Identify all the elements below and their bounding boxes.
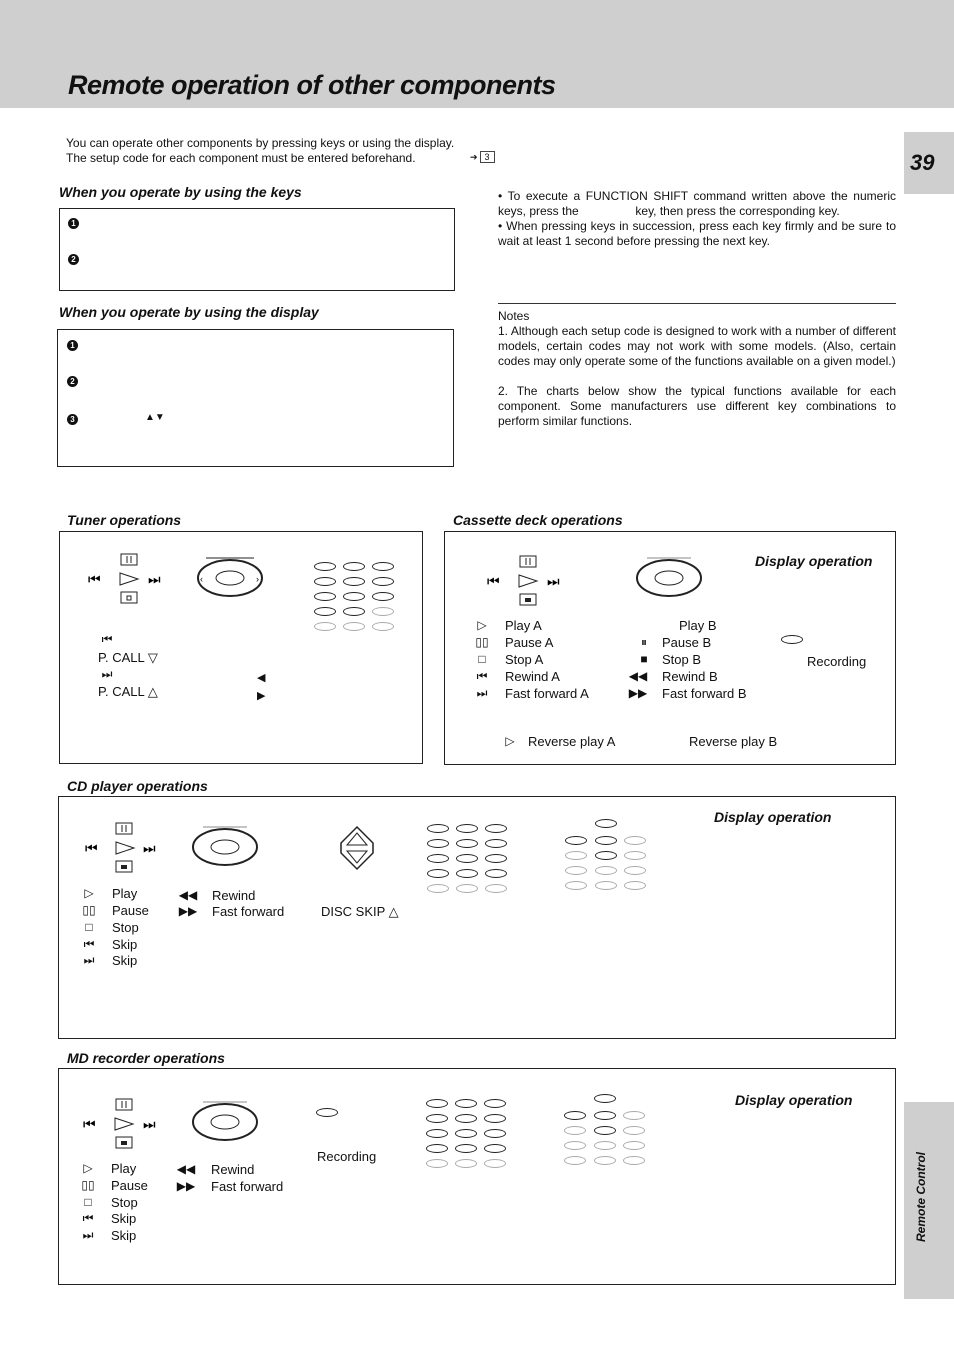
md-item: Play [111, 1161, 137, 1176]
cassette-b-item: Rewind B [662, 669, 718, 684]
cassette-recording: Recording [807, 654, 867, 669]
note-2: 2. The charts below show the typical functions available for each component. Some manufacturers use different key combinations to perform similar functions. [498, 384, 896, 428]
pause-icon: ▯▯ [81, 1178, 95, 1192]
side-tab-label: Remote Control [914, 1152, 928, 1242]
cd-disc-skip: DISC SKIP △ [321, 904, 399, 919]
tuner-box [59, 531, 423, 764]
intro-line-2: The setup code for each component must be entered beforehand. [66, 151, 416, 165]
svg-text:⏮: ⏮ [88, 572, 101, 588]
cd-fast-forward: Fast forward [212, 904, 285, 919]
step-number: 1 [67, 340, 78, 351]
left-arrow-icon: ◀ [257, 672, 266, 684]
play-icon: ▷ [84, 886, 94, 900]
md-item: Stop [111, 1195, 138, 1210]
cassette-box [444, 531, 896, 765]
page-title: Remote operation of other components [68, 70, 556, 100]
cassette-a-item: Pause A [505, 635, 554, 650]
cd-item: Pause [112, 903, 149, 918]
notes-heading: Notes [498, 309, 530, 323]
tuner-pcall-down: P. CALL ▽ [98, 650, 158, 665]
right-arrow-icon: ▶ [257, 690, 266, 702]
tip-bullet-1: • To execute a FUNCTION SHIFT command written above the numeric keys, press the key, then press the corresponding key. [498, 189, 896, 218]
side-tab [904, 1102, 954, 1299]
cassette-heading: Cassette deck operations [453, 512, 623, 528]
cd-item: Skip [112, 953, 138, 968]
fast-forward-icon: ▶▶ [176, 1179, 196, 1193]
skip-back-icon: ⏮ [101, 632, 113, 646]
cassette-reverse-b: Reverse play B [689, 734, 778, 749]
cassette-a-item: Play A [505, 618, 542, 633]
page-number: 39 [910, 150, 935, 175]
stop-icon: □ [478, 652, 486, 666]
tuner-heading: Tuner operations [67, 512, 182, 528]
step-number: 1 [68, 218, 79, 229]
svg-text:‹: ‹ [200, 574, 203, 584]
play-icon: ▷ [477, 618, 487, 632]
up-down-arrows-icon: ▲▼ [145, 412, 165, 423]
rewind-icon: ◀◀ [628, 669, 648, 683]
cd-box [58, 796, 896, 1039]
cassette-a-item: Stop A [505, 652, 544, 667]
skip-back-icon: ⏮ [476, 669, 488, 683]
md-fast-forward: Fast forward [211, 1179, 284, 1194]
svg-text:⏮: ⏮ [85, 841, 98, 857]
cassette-b-item: Stop B [662, 652, 702, 667]
cassette-a-item: Fast forward A [505, 686, 589, 701]
md-recording: Recording [317, 1149, 377, 1164]
display-heading: When you operate by using the display [59, 304, 319, 320]
stop-icon: □ [85, 920, 93, 934]
tip-1-part2: key, then press the corresponding key. [635, 204, 840, 218]
svg-text:⏭: ⏭ [143, 1117, 156, 1133]
cd-rewind: Rewind [212, 888, 256, 903]
stop-icon: □ [84, 1195, 92, 1209]
play-icon: ▷ [83, 1161, 93, 1175]
rewind-icon: ◀◀ [176, 1162, 196, 1176]
keys-heading: When you operate by using the keys [59, 184, 302, 200]
svg-text:⏭: ⏭ [547, 574, 560, 590]
cassette-reverse-a: Reverse play A [528, 734, 616, 749]
skip-forward-icon: ⏭ [82, 1228, 94, 1242]
md-item: Skip [111, 1211, 137, 1226]
svg-text:⏭: ⏭ [143, 841, 156, 857]
skip-forward-icon: ⏭ [83, 953, 95, 967]
svg-text:⏮: ⏮ [487, 574, 500, 590]
play-icon: ▷ [505, 734, 515, 748]
disc-skip-key-icon [339, 825, 375, 871]
transport-keys-icon [485, 554, 575, 609]
step-number: 2 [67, 376, 78, 387]
step-number: 3 [67, 414, 78, 425]
pause-icon: ▯▯ [475, 635, 489, 649]
jog-dial-icon [196, 556, 266, 598]
stop-filled-icon: ■ [640, 652, 648, 666]
cd-item: Play [112, 886, 138, 901]
md-box [58, 1068, 896, 1285]
svg-text:⏮: ⏮ [83, 1117, 96, 1133]
transport-keys-icon [86, 552, 176, 607]
reference-icon: ➔ 3 [470, 152, 495, 163]
cd-display-heading: Display operation [714, 809, 832, 825]
tip-1-part1: To execute a FUNCTION SHIFT command written above the numeric keys, press the [498, 189, 896, 218]
md-heading: MD recorder operations [67, 1050, 225, 1066]
md-item: Pause [111, 1178, 148, 1193]
jog-dial-icon [635, 556, 705, 598]
display-steps-box [57, 329, 454, 467]
skip-forward-icon: ⏭ [101, 667, 113, 681]
note-1: 1. Although each setup code is designed to work with a number of different models, certain codes may not work with some models. (Also, certain codes may only operate some of the functions available on a given model.) [498, 324, 896, 368]
step-number: 2 [68, 254, 79, 265]
md-display-heading: Display operation [735, 1092, 853, 1108]
fast-forward-icon: ▶▶ [178, 904, 198, 918]
cassette-display-heading: Display operation [755, 553, 873, 569]
cassette-b-item: Play B [679, 618, 717, 633]
keys-steps-box [59, 208, 455, 291]
skip-forward-icon: ⏭ [476, 686, 488, 700]
rewind-icon: ◀◀ [178, 888, 198, 902]
record-key-icon [316, 1108, 338, 1117]
cd-heading: CD player operations [67, 778, 208, 794]
jog-dial-icon [191, 1100, 261, 1142]
jog-dial-icon [191, 825, 261, 867]
tuner-pcall-up: P. CALL △ [98, 684, 158, 699]
pause-icon: ▯▯ [82, 903, 96, 917]
svg-text:›: › [256, 574, 259, 584]
cassette-b-item: Pause B [662, 635, 712, 650]
skip-back-icon: ⏮ [83, 937, 95, 951]
transport-keys-icon [83, 821, 173, 876]
cd-item: Skip [112, 937, 138, 952]
skip-back-icon: ⏮ [82, 1211, 94, 1225]
reference-page: 3 [480, 151, 495, 163]
tip-2-text: When pressing keys in succession, press each key firmly and be sure to wait at least 1 second before pressing the next key. [498, 219, 896, 248]
fast-forward-icon: ▶▶ [628, 686, 648, 700]
svg-text:⏭: ⏭ [148, 572, 161, 588]
cd-item: Stop [112, 920, 139, 935]
md-rewind: Rewind [211, 1162, 255, 1177]
md-item: Skip [111, 1228, 137, 1243]
intro-line-1: You can operate other components by pressing keys or using the display. [66, 136, 455, 150]
transport-keys-icon [81, 1097, 171, 1152]
cassette-a-item: Rewind A [505, 669, 560, 684]
record-key-icon [781, 635, 803, 644]
cassette-b-item: Fast forward B [662, 686, 747, 701]
page-number-tab [904, 132, 954, 194]
tip-bullet-2: • When pressing keys in succession, press each key firmly and be sure to wait at least 1 second before pressing the next key. [498, 219, 896, 248]
notes-divider [498, 303, 896, 304]
pause-filled-icon: ⏸ [640, 635, 647, 649]
